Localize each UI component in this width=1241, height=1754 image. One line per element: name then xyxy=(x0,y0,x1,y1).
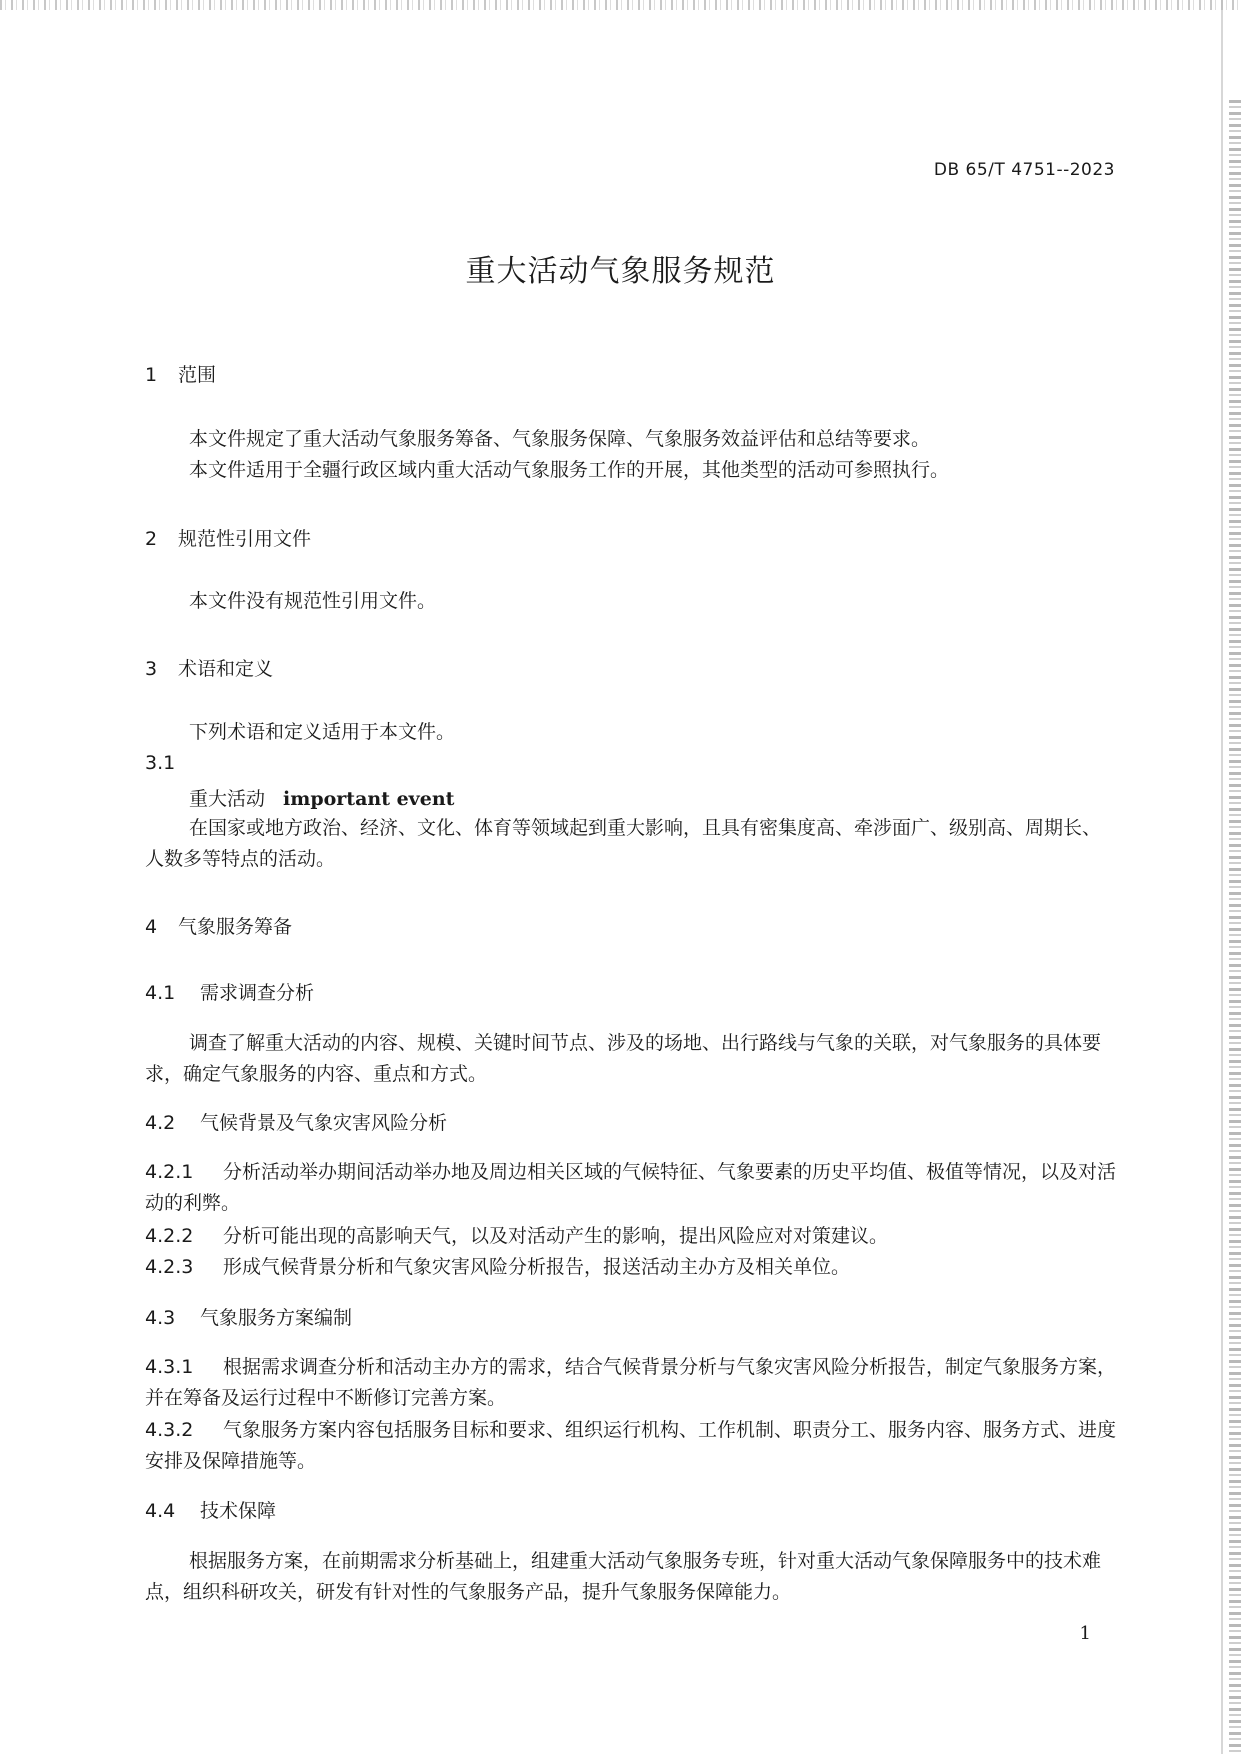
term-english: important event xyxy=(283,788,455,810)
term-definition: 在国家或地方政治、经济、文化、体育等领域起到重大影响，且具有密集度高、牵涉面广、级别高、周期长、人数多等特点的活动。 xyxy=(145,817,1102,870)
section-number: 4 xyxy=(145,916,158,938)
section-number: 4.4 xyxy=(145,1500,176,1522)
document-title: 重大活动气象服务规范 xyxy=(465,254,776,289)
section-title: 范围 xyxy=(178,364,217,386)
clause-text: 形成气候背景分析和气象灾害风险分析报告，报送活动主办方及相关单位。 xyxy=(223,1256,851,1278)
section-title: 规范性引用文件 xyxy=(178,528,312,550)
term-number: 3.1 xyxy=(145,752,176,774)
clause-number: 4.3.2 xyxy=(145,1419,194,1441)
clause-number: 4.2.2 xyxy=(145,1225,194,1247)
clause-text: 分析活动举办期间活动举办地及周边相关区域的气候特征、气象要素的历史平均值、极值等情况，以及对活动的利弊。 xyxy=(145,1161,1117,1214)
section-number: 1 xyxy=(145,364,158,386)
clause-4-3-1 xyxy=(145,1352,1117,1414)
section-4-1-para-1: 调查了解重大活动的内容、规模、关键时间节点、涉及的场地、出行路线与气象的关联，对气象服务的具体要求，确定气象服务的内容、重点和方式。 xyxy=(145,1032,1102,1085)
scan-edge-top xyxy=(0,0,1241,10)
clause-text: 分析可能出现的高影响天气，以及对活动产生的影响，提出风险应对对策建议。 xyxy=(223,1225,889,1247)
term-chinese: 重大活动 xyxy=(189,788,266,810)
section-4-4-heading xyxy=(145,1496,276,1523)
clause-number: 4.3.1 xyxy=(145,1356,194,1378)
section-number: 4.3 xyxy=(145,1307,176,1329)
clause-4-2-1 xyxy=(145,1157,1117,1219)
section-title: 技术保障 xyxy=(200,1500,277,1522)
section-number: 2 xyxy=(145,528,158,550)
section-title: 术语和定义 xyxy=(178,658,274,680)
clause-number: 4.2.1 xyxy=(145,1161,194,1183)
clause-4-3-2 xyxy=(145,1415,1117,1477)
clause-number: 4.2.3 xyxy=(145,1256,194,1278)
section-3-heading xyxy=(145,654,273,681)
section-4-4-para-1: 根据服务方案，在前期需求分析基础上，组建重大活动气象服务专班，针对重大活动气象保障服务中的技术难点，组织科研攻关，研发有针对性的气象服务产品，提升气象服务保障能力。 xyxy=(145,1550,1102,1603)
clause-text: 根据需求调查分析和活动主办方的需求，结合气候背景分析与气象灾害风险分析报告，制定气象服务方案，并在筹备及运行过程中不断修订完善方案。 xyxy=(145,1356,1117,1409)
section-number: 4.1 xyxy=(145,982,176,1004)
section-number: 3 xyxy=(145,658,158,680)
document-code: DB 65/T 4751--2023 xyxy=(933,160,1115,180)
page-number: 1 xyxy=(1079,1623,1091,1644)
term-heading xyxy=(189,784,454,811)
section-4-1-heading xyxy=(145,978,314,1005)
section-2-heading xyxy=(145,524,311,551)
section-title: 气候背景及气象灾害风险分析 xyxy=(200,1112,448,1134)
section-title: 气象服务方案编制 xyxy=(200,1307,353,1329)
section-title: 气象服务筹备 xyxy=(178,916,293,938)
clause-text: 气象服务方案内容包括服务目标和要求、组织运行机构、工作机制、职责分工、服务内容、服务方式、进度安排及保障措施等。 xyxy=(145,1419,1117,1472)
section-4-heading xyxy=(145,912,292,939)
section-1-heading xyxy=(145,360,216,387)
clause-4-2-3 xyxy=(145,1252,1117,1283)
section-4-3-heading xyxy=(145,1303,352,1330)
section-2-para-1: 本文件没有规范性引用文件。 xyxy=(189,590,437,612)
section-3-para-1: 下列术语和定义适用于本文件。 xyxy=(189,721,456,743)
section-4-2-heading xyxy=(145,1108,447,1135)
clause-4-2-2 xyxy=(145,1221,1117,1252)
section-1-para-2: 本文件适用于全疆行政区域内重大活动气象服务工作的开展，其他类型的活动可参照执行。 xyxy=(189,459,950,481)
section-number: 4.2 xyxy=(145,1112,176,1134)
section-title: 需求调查分析 xyxy=(200,982,315,1004)
section-1-para-1: 本文件规定了重大活动气象服务筹备、气象服务保障、气象服务效益评估和总结等要求。 xyxy=(189,428,931,450)
scan-edge-right xyxy=(1229,100,1241,1754)
